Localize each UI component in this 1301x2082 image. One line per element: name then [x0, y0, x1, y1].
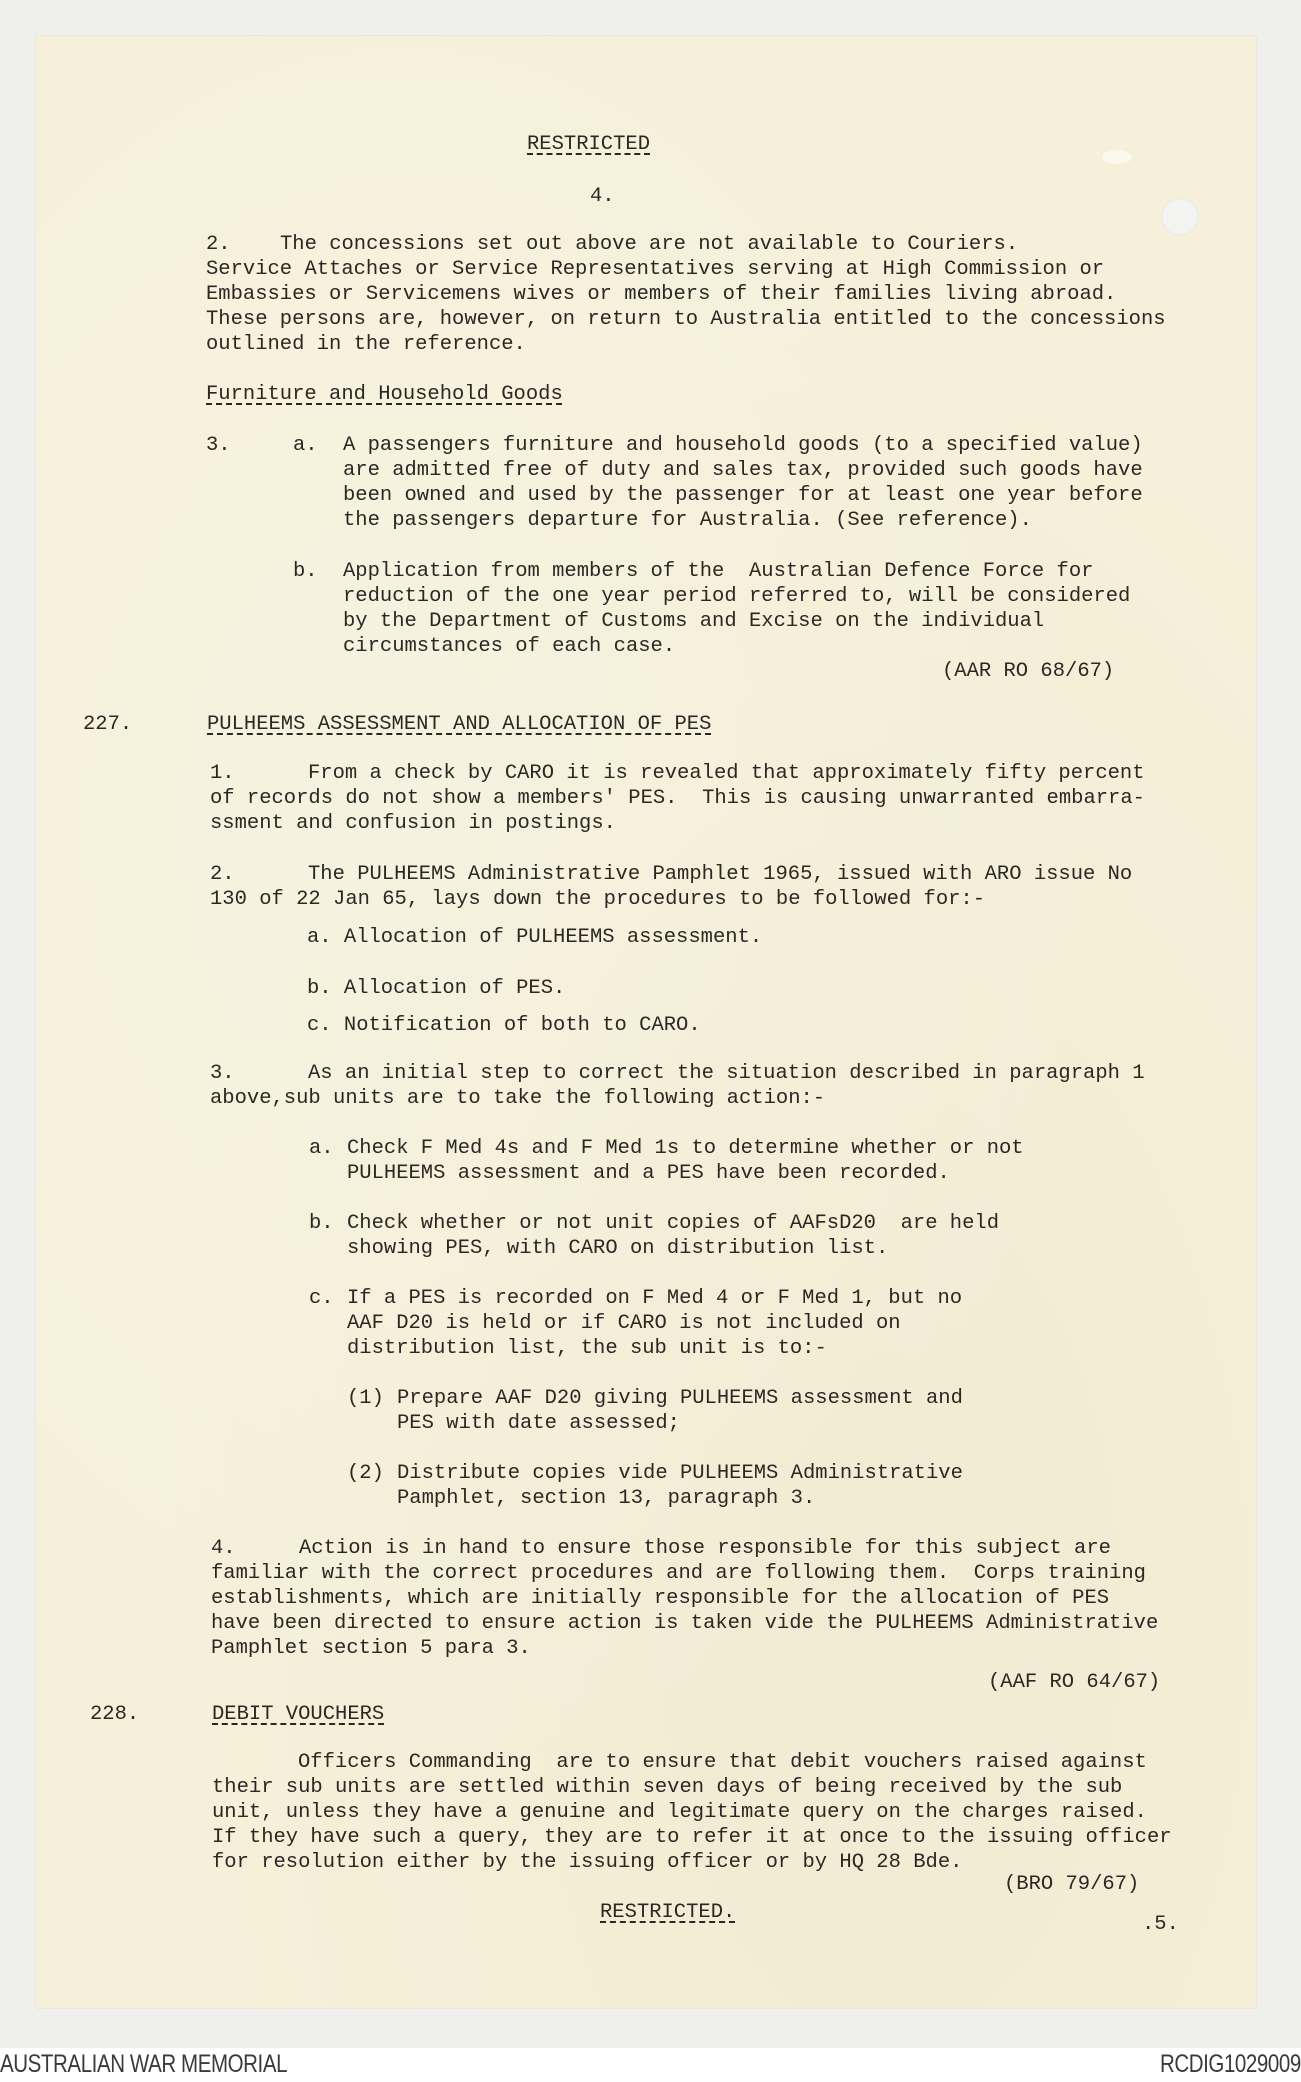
paragraph-line: Service Attaches or Service Representatives serving at High Commission or [206, 258, 1105, 281]
item-line: circumstances of each case. [343, 635, 676, 658]
paper-crease [1102, 150, 1132, 164]
item-line: Check F Med 4s and F Med 1s to determine whether or not [347, 1137, 1024, 1160]
reference-citation: (AAR RO 68/67) [942, 660, 1115, 683]
paragraph-line: If they have such a query, they are to refer it at once to the issuing officer [212, 1826, 1172, 1849]
paragraph-number: 1. [210, 762, 235, 785]
paragraph-line: As an initial step to correct the situation described in paragraph 1 [308, 1062, 1145, 1085]
paragraph-number: 2. [206, 233, 231, 256]
paragraph-line: unit, unless they have a genuine and legitimate query on the charges raised. [212, 1801, 1147, 1824]
subitem-line: PES with date assessed; [397, 1412, 680, 1435]
paragraph-line: have been directed to ensure action is taken vide the PULHEEMS Administrative [211, 1612, 1159, 1635]
item-line: are admitted free of duty and sales tax, provided such goods have [343, 459, 1143, 482]
item-label: a. [309, 1137, 334, 1160]
paragraph-line: Action is in hand to ensure those responsible for this subject are [299, 1537, 1111, 1560]
item-line: AAF D20 is held or if CARO is not included on [347, 1312, 901, 1335]
paragraph-line: Pamphlet section 5 para 3. [211, 1637, 531, 1660]
item-line: distribution list, the sub unit is to:- [347, 1337, 827, 1360]
item-line: reduction of the one year period referred to, will be considered [343, 585, 1131, 608]
paragraph-line: The concessions set out above are not available to Couriers. [280, 233, 1019, 256]
item-line: Application from members of the Australian Defence Force for [343, 560, 1094, 583]
list-item: a. Allocation of PULHEEMS assessment. [307, 926, 763, 949]
paragraph-number: 2. [210, 863, 235, 886]
subitem-label: (2) [347, 1462, 384, 1485]
paragraph-line: These persons are, however, on return to Australia entitled to the concessions [206, 308, 1166, 331]
item-line: A passengers furniture and household goods (to a specified value) [343, 434, 1143, 457]
reference-citation: (BRO 79/67) [1004, 1873, 1140, 1896]
paragraph-number: 3. [206, 434, 231, 457]
paragraph-line: 130 of 22 Jan 65, lays down the procedures to be followed for:- [210, 888, 986, 911]
paragraph-line: for resolution either by the issuing officer or by HQ 28 Bde. [212, 1851, 963, 1874]
paragraph-line: outlined in the reference. [206, 333, 526, 356]
footer-classification: RESTRICTED. [600, 1901, 736, 1924]
section-number: 227. [83, 713, 133, 736]
header-classification: RESTRICTED [527, 133, 651, 156]
item-label: a. [293, 434, 318, 457]
list-item: c. Notification of both to CARO. [307, 1014, 701, 1037]
paragraph-line: establishments, which are initially responsible for the allocation of PES [211, 1587, 1110, 1610]
item-label: c. [309, 1287, 334, 1310]
paragraph-line: The PULHEEMS Administrative Pamphlet 1965, issued with ARO issue No [308, 863, 1133, 886]
section-heading: DEBIT VOUCHERS [212, 1703, 385, 1726]
list-item: b. Allocation of PES. [307, 977, 566, 1000]
reference-citation: (AAF RO 64/67) [988, 1671, 1161, 1694]
page-number: 4. [590, 185, 615, 208]
paragraph-line: of records do not show a members' PES. This is causing unwarranted embarra- [210, 787, 1145, 810]
section-heading: PULHEEMS ASSESSMENT AND ALLOCATION OF PES [207, 713, 712, 736]
paragraph-line: their sub units are settled within seven days of being received by the sub [212, 1776, 1123, 1799]
item-line: been owned and used by the passenger for at least one year before [343, 484, 1143, 507]
item-label: b. [309, 1212, 334, 1235]
paragraph-line: Officers Commanding are to ensure that debit vouchers raised against [298, 1751, 1147, 1774]
section-heading: Furniture and Household Goods [206, 383, 563, 406]
subitem-line: Prepare AAF D20 giving PULHEEMS assessment and [397, 1387, 963, 1410]
paragraph-number: 3. [210, 1062, 235, 1085]
item-line: the passengers departure for Australia. (See reference). [343, 509, 1032, 532]
punch-hole [1161, 198, 1199, 236]
paragraph-line: Embassies or Servicemens wives or members of their families living abroad. [206, 283, 1117, 306]
paragraph-line: ssment and confusion in postings. [210, 812, 616, 835]
item-line: by the Department of Customs and Excise on the individual [343, 610, 1045, 633]
subitem-label: (1) [347, 1387, 384, 1410]
next-page-marker: .5. [1142, 1913, 1179, 1936]
item-line: If a PES is recorded on F Med 4 or F Med 1, but no [347, 1287, 963, 1310]
paragraph-line: From a check by CARO it is revealed that approximately fifty percent [308, 762, 1145, 785]
item-line: showing PES, with CARO on distribution list. [347, 1237, 889, 1260]
subitem-line: Pamphlet, section 13, paragraph 3. [397, 1487, 816, 1510]
paragraph-line: above,sub units are to take the following action:- [210, 1087, 826, 1110]
item-label: b. [293, 560, 318, 583]
item-line: PULHEEMS assessment and a PES have been recorded. [347, 1162, 950, 1185]
paragraph-number: 4. [211, 1537, 236, 1560]
item-identifier: RCDIG1029009 [1160, 2050, 1301, 2078]
paragraph-line: familiar with the correct procedures and are following them. Corps training [211, 1562, 1146, 1585]
item-line: Check whether or not unit copies of AAFsD20 are held [347, 1212, 1000, 1235]
institution-name: AUSTRALIAN WAR MEMORIAL [0, 2050, 288, 2078]
subitem-line: Distribute copies vide PULHEEMS Administrative [397, 1462, 963, 1485]
section-number: 228. [90, 1703, 140, 1726]
